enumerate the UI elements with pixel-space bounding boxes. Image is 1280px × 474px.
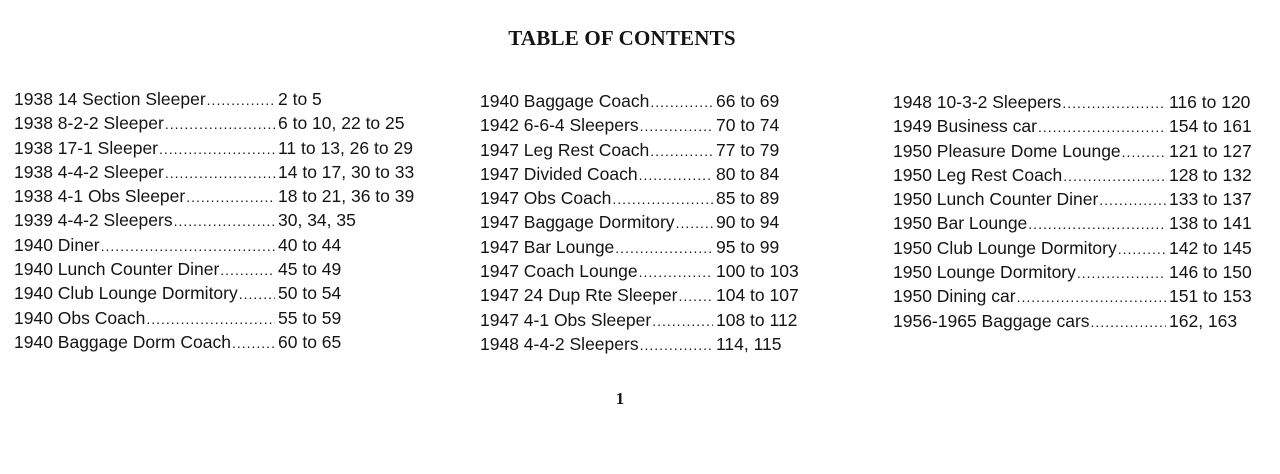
toc-entry-leader-group [893, 189, 1169, 210]
toc-entry-title: 1947 Baggage Dormitory [480, 212, 675, 233]
toc-entry-leader-group [480, 140, 716, 161]
dot-leader [146, 311, 275, 327]
toc-column-3 [893, 92, 1252, 335]
toc-entry-leader-group [893, 286, 1169, 307]
toc-entry-pages: 116 to 120 [1169, 92, 1251, 112]
toc-entry-leader-group [480, 334, 716, 355]
toc-entry-title: 1948 10-3-2 Sleepers [893, 92, 1062, 112]
dot-leader [650, 143, 713, 159]
toc-entry-title: 1940 Diner [14, 234, 100, 255]
dot-leader [615, 240, 713, 256]
dot-leader [1077, 265, 1166, 281]
dot-leader [220, 262, 275, 278]
toc-entry-pages: 14 to 17, 30 to 33 [278, 161, 415, 182]
toc-entry-title: 1939 4-4-2 Sleepers [14, 210, 173, 231]
toc-entry-leader-group [14, 162, 278, 183]
toc-entry-leader-group [14, 235, 278, 256]
toc-entry [893, 238, 1252, 262]
toc-entry-leader-group [14, 210, 278, 231]
toc-entry-pages: 128 to 132 [1169, 164, 1252, 185]
toc-entry-title: 1938 4-1 Obs Sleeper [14, 186, 186, 207]
dot-leader [1099, 192, 1166, 208]
dot-leader [1028, 216, 1166, 232]
dot-leader [679, 288, 714, 304]
toc-entry-title: 1938 14 Section Sleeper [14, 89, 206, 109]
toc-entry [14, 162, 414, 186]
toc-entry [480, 237, 799, 261]
toc-entry [14, 89, 414, 113]
toc-entry-pages: 60 to 65 [278, 331, 342, 352]
toc-entry-title: 1938 17-1 Sleeper [14, 137, 158, 158]
toc-entry-leader-group [480, 212, 716, 233]
toc-entry-pages: 121 to 127 [1169, 140, 1252, 161]
dot-leader [639, 264, 713, 280]
toc-entry-title: 1947 24 Dup Rte Sleeper [480, 285, 678, 306]
toc-entry [480, 91, 799, 115]
toc-entry [14, 210, 414, 234]
dot-leader [207, 92, 275, 108]
dot-leader [1038, 119, 1166, 135]
toc-entry-title: 1942 6-6-4 Sleepers [480, 115, 639, 136]
toc-entry [480, 115, 799, 139]
toc-entry-pages: 50 to 54 [278, 283, 342, 304]
toc-entry-title: 1947 Divided Coach [480, 163, 638, 184]
toc-entry-title: 1950 Dining car [893, 286, 1016, 307]
dot-leader [676, 215, 713, 231]
toc-entry-title: 1950 Lounge Dormitory [893, 262, 1076, 283]
dot-leader [1122, 144, 1166, 160]
toc-entry-title: 1950 Bar Lounge [893, 213, 1028, 234]
toc-entry [14, 259, 414, 283]
toc-entry-pages: 80 to 84 [716, 163, 780, 184]
toc-entry-title: 1950 Pleasure Dome Lounge [893, 140, 1121, 161]
dot-leader [165, 116, 275, 132]
toc-entry-pages: 138 to 141 [1169, 213, 1252, 234]
toc-entry-leader-group [480, 115, 716, 136]
page-number: 1 [615, 389, 625, 408]
toc-entry-leader-group [893, 141, 1169, 162]
dot-leader [640, 337, 713, 353]
toc-entry-title: 1940 Obs Coach [14, 307, 146, 328]
toc-entry [480, 212, 799, 236]
toc-entry-pages: 85 to 89 [716, 188, 780, 209]
dot-leader [232, 335, 275, 351]
toc-entry [893, 165, 1252, 189]
toc-entry-leader-group [14, 332, 278, 353]
toc-entry [893, 189, 1252, 213]
toc-entry-leader-group [893, 238, 1169, 259]
toc-entry [14, 138, 414, 162]
toc-entry-leader-group [14, 283, 278, 304]
toc-entry-title: 1938 4-4-2 Sleeper [14, 161, 164, 182]
dot-leader [239, 286, 275, 302]
toc-entry [480, 310, 799, 334]
toc-entry-pages: 114, 115 [716, 333, 782, 354]
toc-entry-pages: 2 to 5 [278, 89, 322, 109]
dot-leader [1091, 314, 1166, 330]
dot-leader [652, 313, 713, 329]
toc-entry-title: 1940 Club Lounge Dormitory [14, 283, 238, 304]
toc-entry-pages: 108 to 112 [716, 309, 798, 330]
dot-leader [159, 141, 275, 157]
dot-leader [640, 118, 713, 134]
toc-entry-pages: 154 to 161 [1169, 116, 1252, 137]
toc-entry-title: 1948 4-4-2 Sleepers [480, 333, 639, 354]
toc-entry [480, 140, 799, 164]
toc-entry-leader-group [480, 261, 716, 282]
toc-entry-leader-group [893, 116, 1169, 137]
dot-leader [639, 167, 713, 183]
toc-entry [480, 188, 799, 212]
dot-leader [650, 94, 713, 110]
toc-entry-pages: 104 to 107 [716, 285, 799, 306]
toc-entry-leader-group [480, 188, 716, 209]
toc-entry-leader-group [14, 89, 278, 110]
toc-entry-title: 1949 Business car [893, 116, 1037, 137]
toc-entry-pages: 40 to 44 [278, 234, 342, 255]
toc-entry-leader-group [480, 310, 716, 331]
toc-entry-leader-group [14, 259, 278, 280]
toc-column-2 [480, 91, 799, 358]
toc-entry-title: 1947 Obs Coach [480, 188, 612, 209]
toc-entry [893, 286, 1252, 310]
toc-entry-title: 1940 Baggage Dorm Coach [14, 331, 231, 352]
toc-entry [480, 285, 799, 309]
toc-entry-title: 1947 Leg Rest Coach [480, 139, 650, 160]
toc-entry [893, 262, 1252, 286]
toc-entry-leader-group [14, 138, 278, 159]
toc-entry [480, 164, 799, 188]
toc-entry-title: 1940 Baggage Coach [480, 91, 650, 111]
toc-entry-leader-group [893, 165, 1169, 186]
dot-leader [165, 165, 275, 181]
toc-entry-title: 1950 Lunch Counter Diner [893, 189, 1099, 210]
toc-entry-leader-group [893, 92, 1169, 113]
toc-entry-pages: 90 to 94 [716, 212, 780, 233]
toc-entry-title: 1940 Lunch Counter Diner [14, 259, 220, 280]
toc-entry-pages: 55 to 59 [278, 307, 342, 328]
toc-entry [14, 235, 414, 259]
toc-entry [893, 311, 1252, 335]
toc-entry [14, 332, 414, 356]
toc-entry [14, 308, 414, 332]
dot-leader [1062, 95, 1166, 111]
toc-entry-title: 1950 Club Lounge Dormitory [893, 237, 1117, 258]
toc-entry [14, 113, 414, 137]
toc-entry-leader-group [893, 262, 1169, 283]
toc-entry-pages: 100 to 103 [716, 261, 799, 282]
dot-leader [186, 189, 275, 205]
toc-entry-leader-group [480, 285, 716, 306]
toc-entry-title: 1947 4-1 Obs Sleeper [480, 309, 652, 330]
toc-entry [480, 261, 799, 285]
toc-entry-pages: 30, 34, 35 [278, 210, 356, 231]
toc-entry [893, 141, 1252, 165]
toc-entry-pages: 18 to 21, 36 to 39 [278, 186, 415, 207]
toc-entry-leader-group [893, 311, 1169, 332]
dot-leader [174, 213, 275, 229]
toc-entry-leader-group [14, 113, 278, 134]
toc-entry-pages: 66 to 69 [716, 91, 780, 111]
toc-entry-leader-group [14, 186, 278, 207]
toc-entry-pages: 45 to 49 [278, 259, 342, 280]
toc-entry [893, 92, 1252, 116]
toc-entry-pages: 133 to 137 [1169, 189, 1252, 210]
toc-entry-pages: 146 to 150 [1169, 262, 1252, 283]
toc-entry-title: 1947 Bar Lounge [480, 236, 615, 257]
dot-leader [1063, 168, 1166, 184]
toc-entry [893, 213, 1252, 237]
toc-entry-pages: 77 to 79 [716, 139, 780, 160]
toc-entry-pages: 151 to 153 [1169, 286, 1252, 307]
toc-entry-title: 1947 Coach Lounge [480, 261, 638, 282]
toc-entry [893, 116, 1252, 140]
dot-leader [1118, 241, 1166, 257]
toc-entry-title: 1938 8-2-2 Sleeper [14, 113, 164, 134]
toc-entry-title: 1950 Leg Rest Coach [893, 164, 1063, 185]
toc-entry-leader-group [480, 91, 716, 112]
toc-entry-pages: 142 to 145 [1169, 237, 1252, 258]
toc-entry-pages: 162, 163 [1169, 310, 1238, 331]
toc-entry-pages: 6 to 10, 22 to 25 [278, 113, 405, 134]
dot-leader [612, 191, 713, 207]
toc-entry-pages: 11 to 13, 26 to 29 [278, 137, 413, 158]
toc-entry-leader-group [480, 237, 716, 258]
toc-entry [14, 283, 414, 307]
toc-entry-title: 1956-1965 Baggage cars [893, 310, 1090, 331]
toc-entry-pages: 95 to 99 [716, 236, 780, 257]
dot-leader [101, 238, 275, 254]
toc-entry-leader-group [480, 164, 716, 185]
dot-leader [1017, 289, 1166, 305]
toc-entry-pages: 70 to 74 [716, 115, 780, 136]
page-title: TABLE OF CONTENTS [508, 26, 736, 50]
toc-entry-leader-group [893, 213, 1169, 234]
toc-entry-leader-group [14, 308, 278, 329]
toc-entry [14, 186, 414, 210]
toc-entry [480, 334, 799, 358]
toc-column-1 [14, 89, 414, 356]
